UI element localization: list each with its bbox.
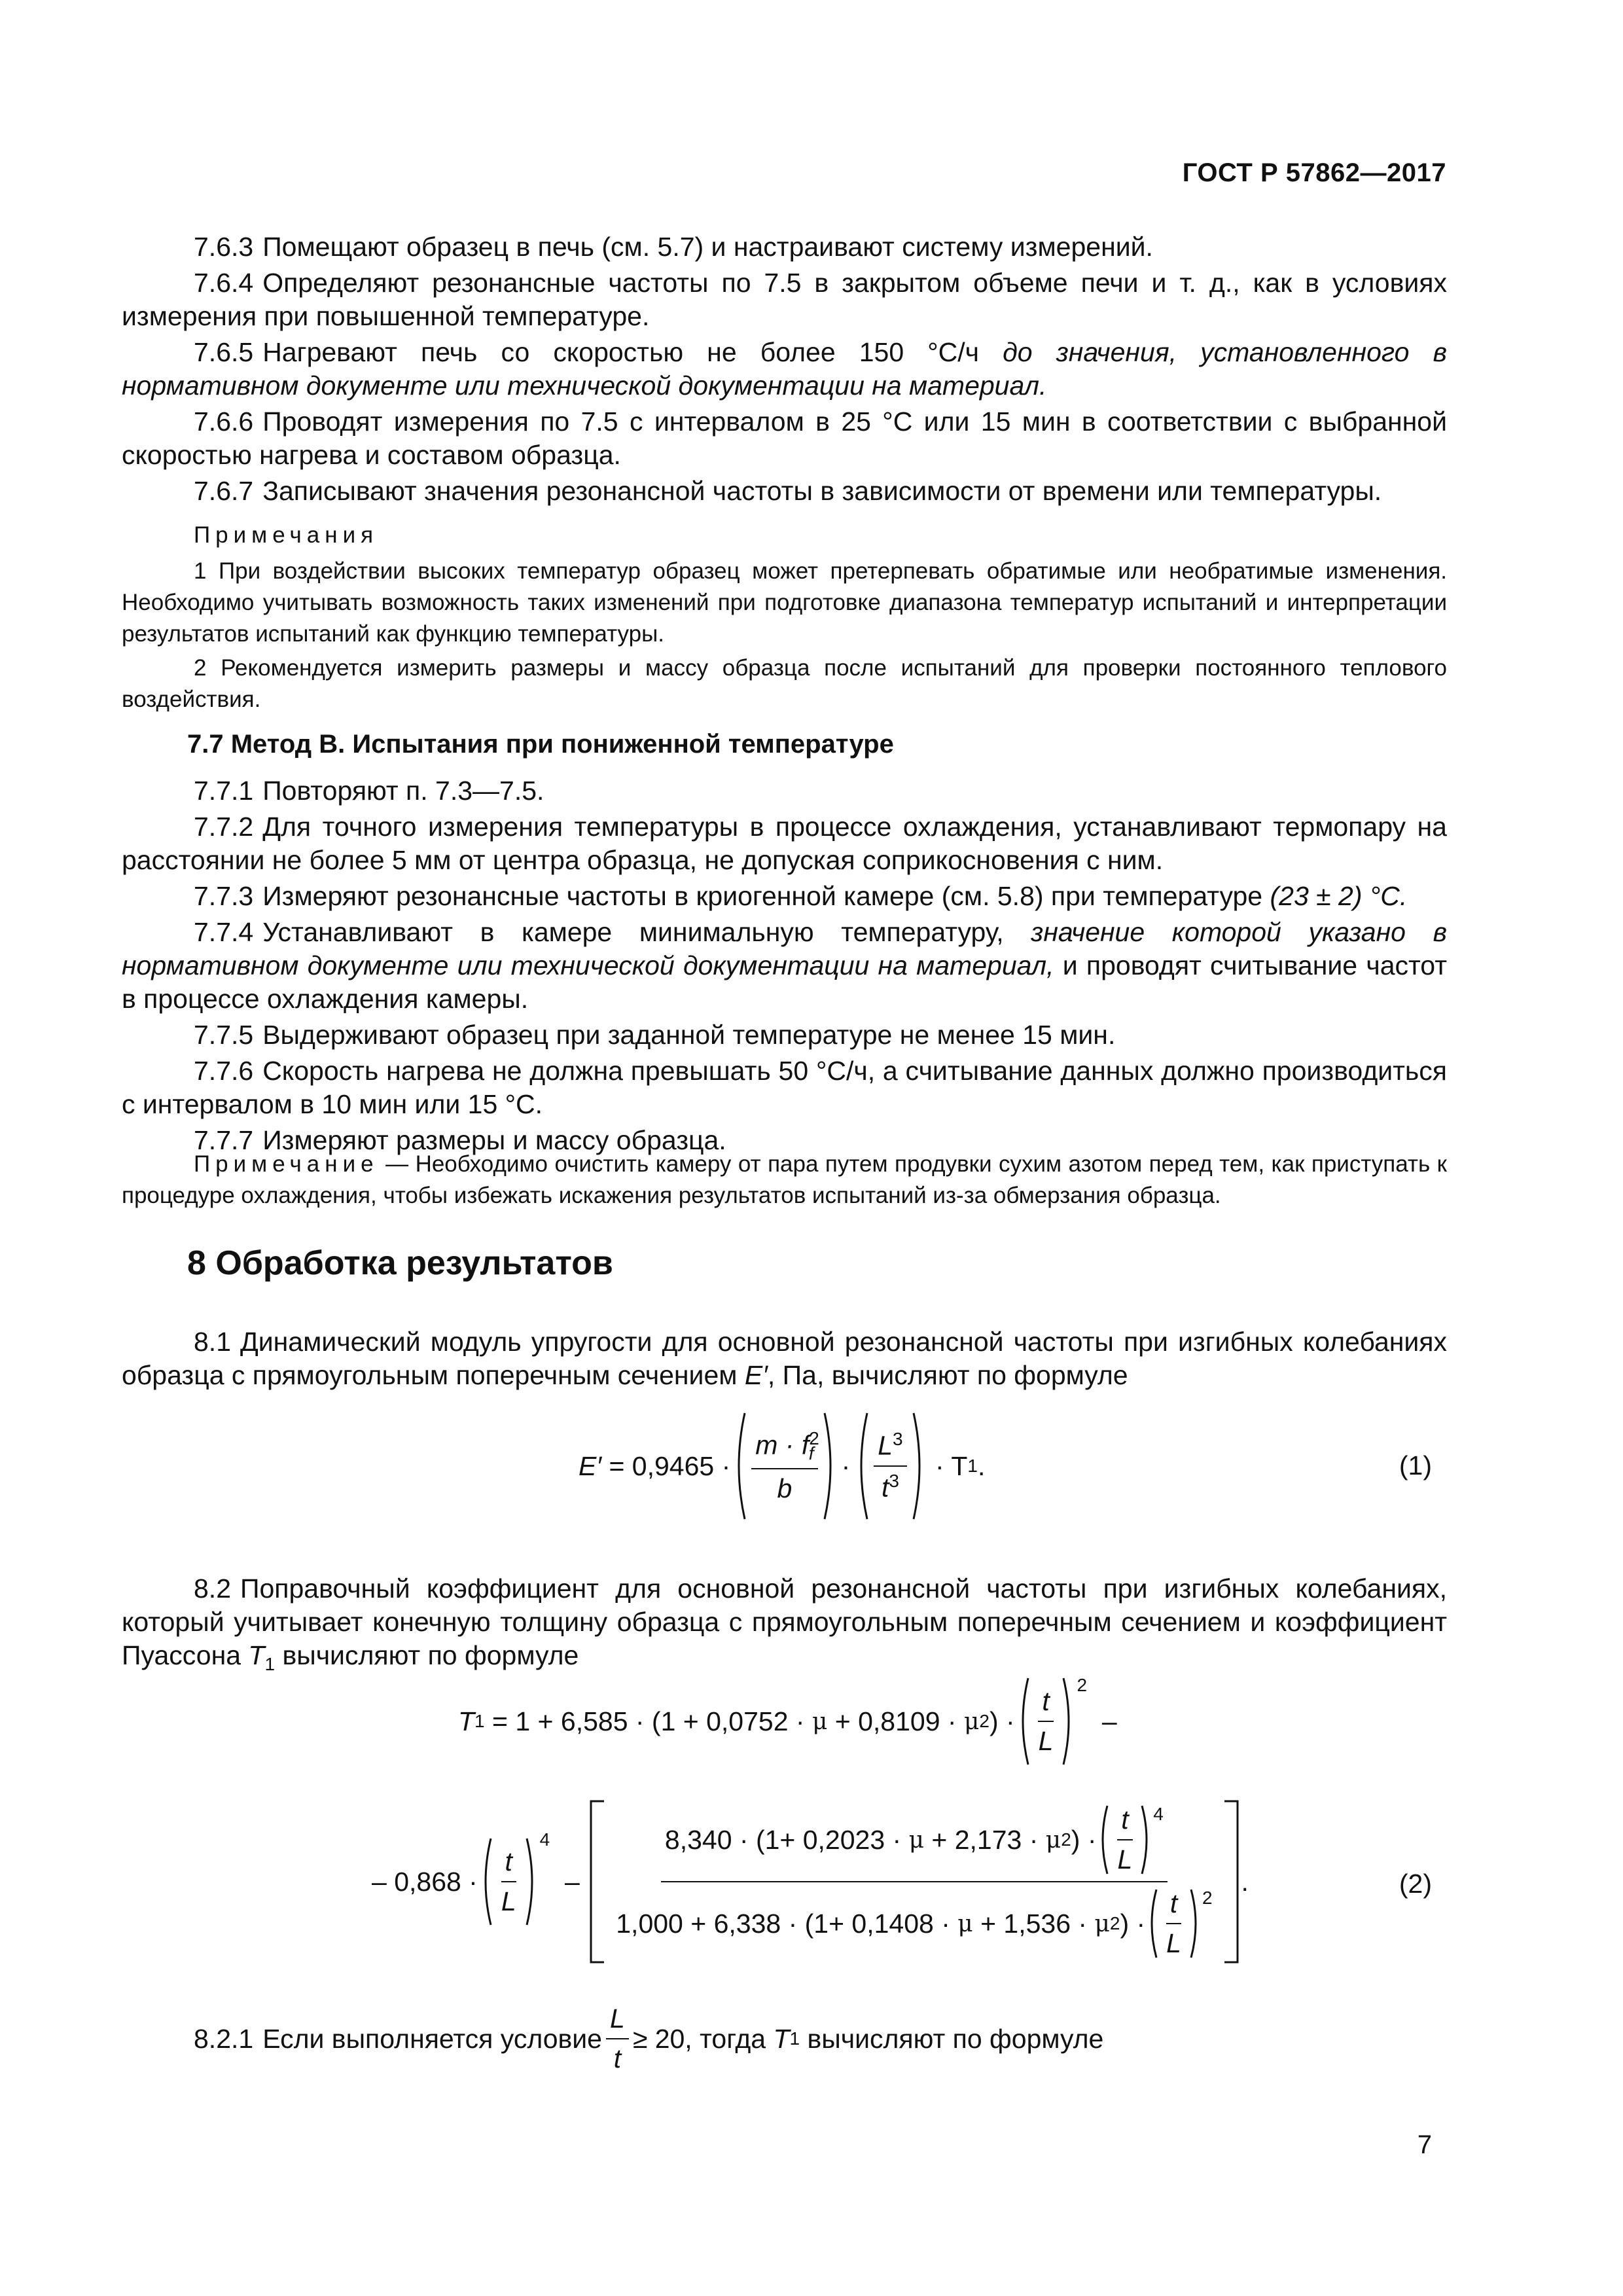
formula-1: E′ = 0,9465 · $\frac{m \cdot f^2_f}{b}$ · $\frac{L^3}{t^3}$ · T 1 . [579,1407,985,1525]
left-paren-icon [1096,1804,1109,1876]
big-fraction: 8,340 · (1+ 0,2023 · μ + 2,173 · μ 2 ) · $\frac{t}{L}$ $^4$ 1,000 + 6,338 · (1+ 0,1408 · μ + 1,536 · μ 2 ) · $\frac{t}{L}$ $^2$ [616,1804,1213,1958]
clause-7-6-4: 7.6.4 Определяют резонансные частоты по 7.5 в закрытом объеме печи и т. д., как в условиях измерения при повышенной температуре. [122,268,1447,331]
left-paren-icon [853,1410,870,1522]
paren-group-1 [730,1410,838,1522]
right-paren-icon [1189,1888,1202,1960]
formula-2-line-2: – 0,868 · $\frac{t}{L}$ $^4$ – 8,340 · (1+ 0,2023 · μ + 2,173 · μ 2 ) · $\frac{t}{L}$ $^4$ 1,000 + 6,338 · (1+ 0,1408 · μ + 1,536 · μ 2 ) · $\frac{t}{L}$ $^2$ . [372,1797,1249,1967]
note-1: 1 При воздействии высоких температур образец может претерпевать обратимые или необратимые изменения. Необходимо учитывать возможность таких изменений при подготовке диапазона температур испытаний и интерпретации результатов испытаний как функцию температуры. [122,558,1447,647]
right-paren-icon [1061,1676,1077,1767]
symbol-e-prime: E′ [744,1360,768,1390]
left-paren-icon [1145,1888,1158,1960]
left-bracket-icon [587,1800,607,1964]
formula-2-line-1: T 1 = 1 + 6,585 · (1 + 0,0752 · μ + 0,8109 · μ 2 ) · $\frac{t}{L}$ $^2$ – [458,1672,1117,1770]
clause-7-6-6: 7.6.6 Проводят измерения по 7.5 с интервалом в 25 °С или 15 мин в соответствии с выбранной скоростью нагрева и составом образца. [122,406,1447,470]
page-number: 7 [1417,2130,1432,2159]
right-paren-icon [911,1410,928,1522]
right-paren-icon [822,1410,839,1522]
left-paren-icon [1015,1676,1031,1767]
equation-number-2: (2) [1399,1869,1432,1899]
clause-8-1: 8.1 Динамический модуль упругости для основной резонансной частоты при изгибных колебаниях образца с прямоугольным поперечным сечением E′, Па, вычисляют по формуле [122,1327,1447,1390]
clause-7-6-5: 7.6.5 Нагревают печь со скоростью не более 150 °С/ч до значения, установленного в нормативном документе или технической документации на материал. [122,337,1447,401]
section-7-7-heading: 7.7 Метод В. Испытания при пониженной температуре [187,730,894,759]
clause-7-7-1: 7.7.1 Повторяют п. 7.3—7.5. [194,776,544,806]
note-7-7 [122,1149,1447,1214]
note-text: — Необходимо очистить камеру от пара путем продувки сухим азотом перед тем, как приступать к процедуре охлаждения, чтобы избежать искажения результатов испытаний из-за обмерзания образца. [122,1151,1447,1208]
clauses-7-7 [122,774,1447,1160]
clause-7-7-3: 7.7.3 Измеряют резонансные частоты в криогенной камере (см. 5.8) при температуре (23 ± 2) °С. [194,881,1408,911]
clause-7-7-7: 7.7.7 Измеряют размеры и массу образца. [194,1125,726,1155]
clause-7-7-4: 7.7.4 Устанавливают в камере минимальную температуру, значение которой указано в нормативном документе или технической документации на материал, и проводят считывание частот в процессе охлаждения камеры. [122,917,1447,1014]
right-paren-icon [1140,1804,1153,1876]
clauses-7-6 [122,230,1447,511]
note-2: 2 Рекомендуется измерить размеры и массу образца после испытаний для проверки постоянного теплового воздействия. [122,655,1447,712]
document-code-header: ГОСТ Р 57862—2017 [1182,158,1446,187]
notes-block [122,518,1447,718]
fraction-mf2-over-b: $\frac{m \cdot f^2_f}{b}$ [751,1428,817,1505]
paren-group-2 [853,1410,927,1522]
right-paren-icon [524,1836,540,1928]
clause-7-7-5: 7.7.5 Выдерживают образец при заданной температуре не менее 15 мин. [194,1020,1116,1050]
fraction-t-over-l: $\frac{t}{L}$ [1038,1686,1054,1756]
left-paren-icon [730,1410,747,1522]
clause-7-6-3: 7.6.3 Помещают образец в печь (см. 5.7) и настраивают систему измерений. [194,232,1153,262]
clause-7-7-2: 7.7.2 Для точного измерения температуры в процессе охлаждения, устанавливают термопару на расстоянии не более 5 мм от центра образца, не допуская соприкосновения с ним. [122,812,1447,875]
equation-number-1: (1) [1399,1450,1432,1480]
clause-8-2: 8.2 Поправочный коэффициент для основной резонансной частоты при изгибных колебаниях, который учитывает конечную толщину образца с прямоугольным поперечным сечением и коэффициент Пуассона $T_1$ вычисляют по формуле [122,1573,1447,1675]
fraction-l-over-t: $\frac{L}{t}$ [606,2003,629,2074]
clause-7-7-6: 7.7.6 Скорость нагрева не должна превышать 50 °С/ч, а считывание данных должно производиться с интервалом в 10 мин или 15 °С. [122,1056,1447,1119]
clause-8-2-1: 8.2.1 Если выполняется условие $\frac{L}{t}$ ≥ 20, тогда T 1 вычисляют по формуле [194,2003,1104,2073]
note-label: Примечание [194,1151,379,1177]
section-8-heading: 8 Обработка результатов [187,1244,613,1282]
fraction-l3-over-t3: $\frac{L^3}{t^3}$ [874,1429,906,1503]
clause-7-6-7: 7.6.7 Записывают значения резонансной частоты в зависимости от времени или температуры. [194,476,1382,506]
left-paren-icon [478,1836,493,1928]
right-bracket-icon [1222,1800,1241,1964]
notes-title: Примечания [194,522,379,548]
